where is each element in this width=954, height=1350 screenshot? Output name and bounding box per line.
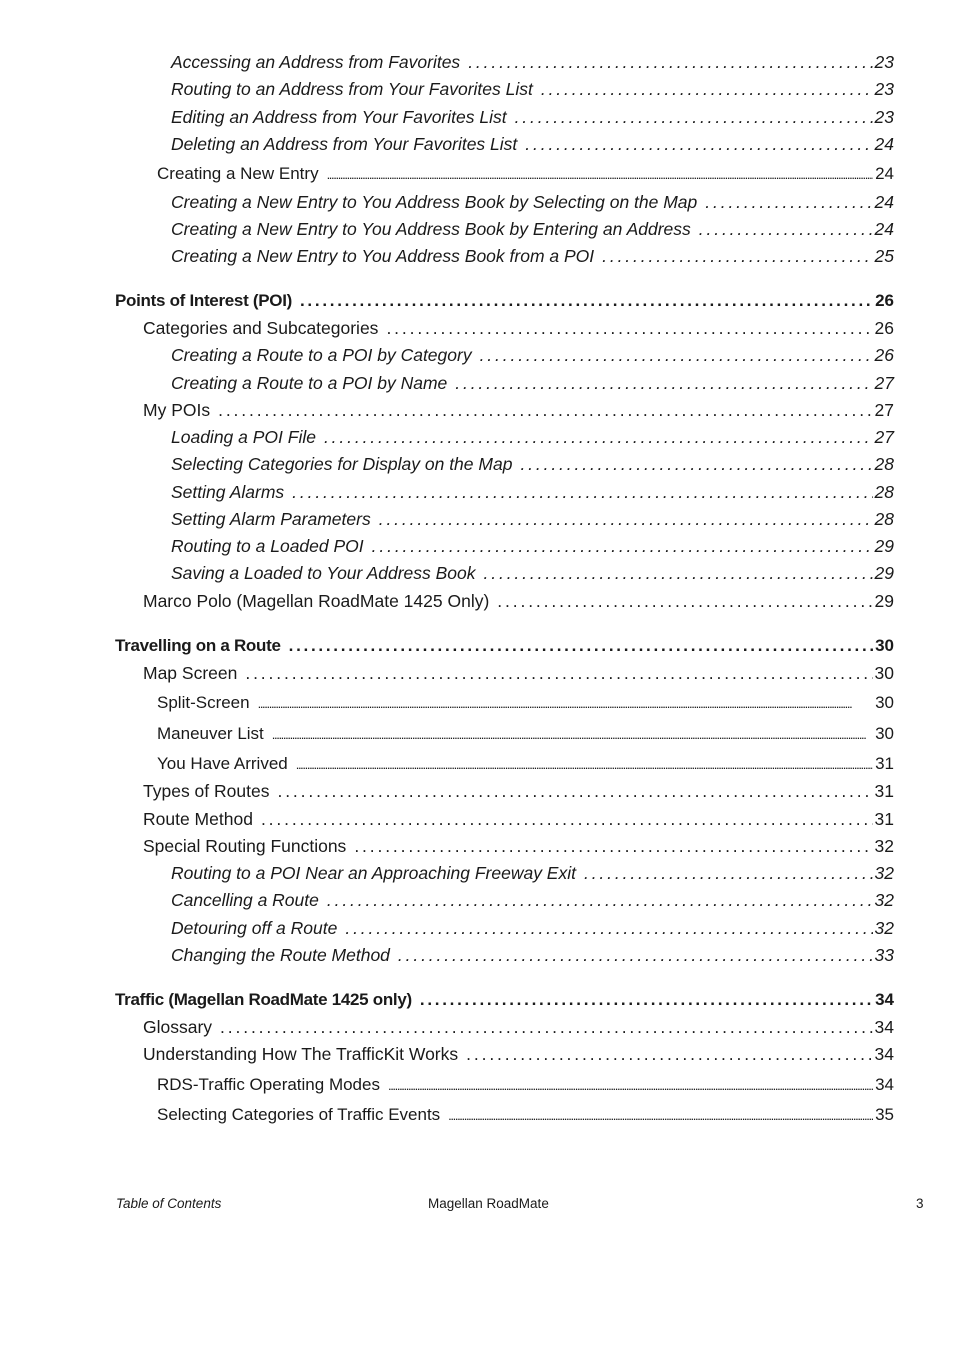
toc-entry-page: 30 — [875, 724, 894, 743]
toc-entry-page: 27 — [874, 373, 894, 393]
toc-entry[interactable] — [143, 1044, 894, 1065]
toc-dot-leader — [258, 693, 873, 713]
toc-entry-title: Maneuver List — [157, 724, 264, 743]
toc-dot-leader — [261, 809, 873, 830]
toc-dot-leader — [272, 724, 873, 744]
toc-entry-page: 34 — [874, 1017, 894, 1037]
toc-entry-title: You Have Arrived — [157, 754, 288, 773]
toc-entry-page: 30 — [874, 663, 894, 683]
toc-entry-page: 33 — [874, 945, 894, 965]
toc-entry-title: Understanding How The TrafficKit Works — [143, 1044, 459, 1064]
toc-entry-page: 29 — [874, 536, 894, 556]
toc-entry-page: 24 — [874, 134, 894, 154]
toc-entry[interactable] — [171, 509, 894, 530]
toc-entry-page: 24 — [875, 164, 894, 183]
toc-entry[interactable] — [171, 107, 894, 128]
toc-entry[interactable] — [171, 345, 894, 366]
toc-entry-page: 31 — [875, 754, 894, 773]
toc-entry-page: 32 — [874, 890, 894, 910]
toc-entry-page: 31 — [874, 781, 894, 801]
toc-entry-title: Creating a New Entry to You Address Book by Entering an Address — [171, 219, 691, 239]
toc-entry-page: 29 — [874, 591, 894, 611]
toc-chapter-entry[interactable] — [115, 291, 894, 311]
toc-entry-page: 27 — [874, 427, 894, 447]
toc-dot-leader — [277, 781, 872, 802]
toc-entry-title: Traffic (Magellan RoadMate 1425 only) — [115, 990, 412, 1009]
toc-entry-page: 34 — [875, 1075, 894, 1094]
toc-entry-title: Creating a New Entry to You Address Book by Selecting on the Map — [171, 192, 698, 212]
toc-entry[interactable] — [171, 863, 894, 884]
toc-entry[interactable] — [143, 591, 894, 612]
toc-chapter-entry[interactable] — [115, 636, 894, 656]
toc-entry[interactable] — [157, 754, 894, 774]
toc-dot-leader — [584, 863, 873, 884]
toc-entry-page: 30 — [875, 636, 894, 655]
toc-dot-leader — [327, 164, 874, 184]
toc-entry-page: 32 — [874, 863, 894, 883]
toc-entry-page: 28 — [874, 454, 894, 474]
toc-dot-leader — [541, 79, 873, 100]
toc-entry[interactable] — [143, 809, 894, 830]
toc-entry-page: 27 — [874, 400, 894, 420]
toc-entry[interactable] — [157, 724, 894, 744]
toc-entry-page: 26 — [875, 291, 894, 310]
toc-dot-leader — [602, 246, 872, 267]
toc-entry[interactable] — [171, 563, 894, 584]
toc-dot-leader — [372, 536, 873, 557]
toc-entry-page: 28 — [874, 482, 894, 502]
toc-entry-title: Types of Routes — [143, 781, 270, 801]
toc-dot-leader — [520, 454, 872, 475]
toc-entry-page: 30 — [875, 693, 894, 712]
toc-entry-title: Routing to an Address from Your Favorites List — [171, 79, 533, 99]
toc-entry-title: Glossary — [143, 1017, 213, 1037]
toc-entry[interactable] — [171, 945, 894, 966]
toc-entry[interactable] — [157, 693, 894, 713]
toc-entry-page: 26 — [874, 345, 894, 365]
toc-entry-title: Travelling on a Route — [115, 636, 281, 655]
toc-entry-title: Deleting an Address from Your Favorites List — [171, 134, 518, 154]
toc-chapter-entry[interactable] — [115, 990, 894, 1010]
toc-entry-title: Detouring off a Route — [171, 918, 338, 938]
toc-dot-leader — [296, 754, 873, 774]
toc-dot-leader — [324, 427, 873, 448]
toc-entry-title: Creating a Route to a POI by Category — [171, 345, 472, 365]
toc-dot-leader — [388, 1075, 873, 1095]
toc-dot-leader — [218, 400, 872, 421]
toc-entry[interactable] — [171, 373, 894, 394]
toc-entry[interactable] — [143, 781, 894, 802]
toc-entry-title: Creating a Route to a POI by Name — [171, 373, 448, 393]
toc-entry-title: Accessing an Address from Favorites — [171, 52, 461, 72]
toc-dot-leader — [515, 107, 873, 128]
toc-entry-page: 31 — [874, 809, 894, 829]
toc-entry-title: Creating a New Entry to You Address Book from a POI — [171, 246, 595, 266]
page-footer — [0, 1196, 954, 1216]
toc-dot-leader — [484, 563, 873, 584]
toc-dot-leader — [245, 663, 872, 684]
toc-dot-leader — [525, 134, 872, 155]
toc-entry-title: Map Screen — [143, 663, 238, 683]
toc-entry-page: 23 — [874, 107, 894, 127]
toc-entry[interactable] — [143, 836, 894, 857]
toc-entry[interactable] — [143, 318, 894, 339]
toc-entry-page: 24 — [874, 192, 894, 212]
toc-entry[interactable] — [171, 52, 894, 73]
toc-entry-title: Setting Alarm Parameters — [171, 509, 371, 529]
toc-entry[interactable] — [143, 663, 894, 684]
toc-entry-page: 32 — [874, 836, 894, 856]
toc-dot-leader — [705, 192, 872, 213]
toc-entry[interactable] — [171, 219, 894, 240]
toc-dot-leader — [448, 1105, 873, 1125]
toc-entry-page: 32 — [874, 918, 894, 938]
toc-entry[interactable] — [171, 246, 894, 267]
toc-dot-leader — [455, 373, 872, 394]
toc-entry[interactable] — [157, 164, 894, 184]
toc-dot-leader — [289, 636, 873, 656]
toc-entry[interactable] — [171, 482, 894, 503]
toc-entry-page: 23 — [874, 52, 894, 72]
toc-entry-title: Creating a New Entry — [157, 164, 319, 183]
toc-entry-title: My POIs — [143, 400, 211, 420]
toc-dot-leader — [386, 318, 872, 339]
toc-dot-leader — [354, 836, 872, 857]
toc-entry[interactable] — [157, 1105, 894, 1125]
footer-section-title: Table of Contents — [116, 1196, 222, 1211]
toc-entry-title: Route Method — [143, 809, 253, 829]
toc-entry[interactable] — [171, 536, 894, 557]
toc-entry-title: RDS-Traffic Operating Modes — [157, 1075, 380, 1094]
toc-entry-page: 28 — [874, 509, 894, 529]
toc-entry[interactable] — [143, 400, 894, 421]
toc-entry[interactable] — [171, 79, 894, 100]
toc-entry-page: 29 — [874, 563, 894, 583]
toc-entry-title: Split-Screen — [157, 693, 250, 712]
toc-entry-page: 26 — [874, 318, 894, 338]
toc-entry-page: 23 — [874, 79, 894, 99]
toc-entry-title: Cancelling a Route — [171, 890, 319, 910]
toc-dot-leader — [345, 918, 872, 939]
toc-dot-leader — [480, 345, 873, 366]
toc-dot-leader — [699, 219, 873, 240]
toc-dot-leader — [327, 890, 873, 911]
toc-entry-title: Editing an Address from Your Favorites List — [171, 107, 507, 127]
toc-dot-leader — [466, 1044, 872, 1065]
toc-entry-page: 34 — [875, 990, 894, 1009]
toc-entry-title: Special Routing Functions — [143, 836, 347, 856]
toc-dot-leader — [220, 1017, 872, 1038]
toc-dot-leader — [398, 945, 873, 966]
toc-entry[interactable] — [171, 427, 894, 448]
toc-entry[interactable] — [171, 454, 894, 475]
toc-entry-title: Marco Polo (Magellan RoadMate 1425 Only) — [143, 591, 490, 611]
toc-entry-title: Categories and Subcategories — [143, 318, 379, 338]
toc-entry-title: Points of Interest (POI) — [115, 291, 292, 310]
toc-entry-page: 25 — [874, 246, 894, 266]
toc-dot-leader — [300, 291, 873, 311]
page-number: 3 — [916, 1196, 924, 1211]
toc-entry-title: Routing to a POI Near an Approaching Freeway Exit — [171, 863, 576, 883]
footer-product-name: Magellan RoadMate — [428, 1196, 549, 1211]
toc-entry[interactable] — [143, 1017, 894, 1038]
toc-entry-title: Changing the Route Method — [171, 945, 390, 965]
toc-entry-title: Loading a POI File — [171, 427, 316, 447]
toc-entry-page: 34 — [874, 1044, 894, 1064]
toc-dot-leader — [379, 509, 873, 530]
toc-dot-leader — [292, 482, 872, 503]
toc-entry-title: Selecting Categories for Display on the Map — [171, 454, 513, 474]
toc-entry-title: Selecting Categories of Traffic Events — [157, 1105, 441, 1124]
toc-entry[interactable] — [171, 890, 894, 911]
toc-dot-leader — [468, 52, 872, 73]
toc-dot-leader — [497, 591, 872, 612]
toc-dot-leader — [420, 990, 873, 1010]
toc-entry-title: Saving a Loaded to Your Address Book — [171, 563, 476, 583]
toc-entry-page: 35 — [875, 1105, 894, 1124]
toc-entry[interactable] — [171, 192, 894, 213]
toc-entry[interactable] — [171, 134, 894, 155]
toc-entry[interactable] — [171, 918, 894, 939]
toc-entry-page: 24 — [874, 219, 894, 239]
toc-entry[interactable] — [157, 1075, 894, 1095]
toc-entry-title: Routing to a Loaded POI — [171, 536, 364, 556]
toc-entry-title: Setting Alarms — [171, 482, 285, 502]
